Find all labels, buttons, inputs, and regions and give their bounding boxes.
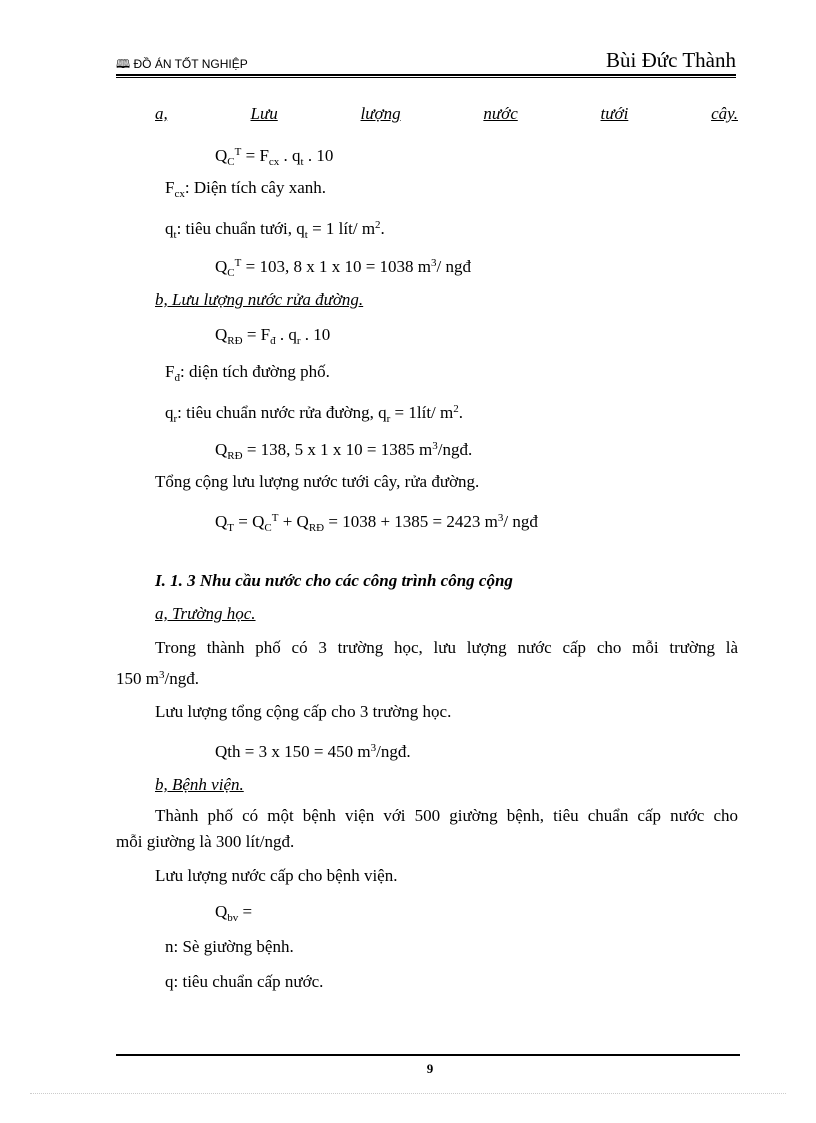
word: tưới: [600, 104, 629, 123]
text-fragment: /ngđ.: [437, 440, 473, 459]
paragraph-3-line-1: Thành phố có một bệnh viện với 500 giường bệnh, tiêu chuẩn cấp nước cho: [155, 806, 738, 825]
page-edge: [30, 1093, 786, 1094]
text-fragment: /ngđ.: [164, 669, 199, 688]
text-fragment: = 1lít/ m: [390, 403, 454, 422]
page-number: 9: [426, 1061, 434, 1076]
paragraph-3-line-2: mỗi giường là 300 lít/ngđ.: [116, 832, 295, 851]
text-fragment: 3: [432, 440, 438, 452]
calc-qc: [215, 253, 471, 283]
text-fragment: : diện tích đường phố.: [179, 362, 330, 381]
text-fragment: . q: [275, 325, 297, 344]
definition-fcx: [165, 178, 326, 204]
text-fragment: .: [458, 403, 463, 422]
text-fragment: T: [234, 257, 242, 269]
text-fragment: . 10: [303, 146, 334, 165]
text-fragment: C: [227, 156, 235, 168]
text-fragment: đ: [270, 335, 276, 347]
text-fragment: Qth = 3 x 150 = 450 m: [215, 742, 371, 761]
calc-total: [215, 508, 538, 538]
definition-n: n: Sè giường bệnh.: [165, 937, 294, 956]
text-fragment: : tiêu chuẩn tưới, q: [176, 219, 305, 238]
text-fragment: C: [264, 522, 272, 534]
text-fragment: + Q: [278, 512, 309, 531]
section-heading: I. 1. 3 Nhu cầu nước cho các công trình công cộng: [155, 571, 513, 590]
text-fragment: t: [300, 156, 304, 168]
text-fragment: . q: [279, 146, 301, 165]
text-fragment: Q: [215, 325, 228, 344]
text-fragment: cx: [174, 188, 185, 200]
text-fragment: Q: [215, 440, 228, 459]
text-fragment: bv: [227, 912, 239, 924]
word: nước: [483, 104, 518, 123]
text-fragment: 3: [431, 257, 437, 269]
definition-qt: [165, 215, 385, 245]
paragraph-4: Lưu lượng nước cấp cho bệnh viện.: [155, 866, 398, 885]
word: a,: [155, 104, 168, 123]
text-fragment: t: [304, 229, 308, 241]
text-fragment: 3: [370, 742, 377, 754]
text-fragment: 2: [453, 403, 459, 415]
text-fragment: RĐ: [227, 335, 243, 347]
header-author: Bùi Đức Thành: [606, 48, 736, 72]
text-fragment: : tiêu chuẩn nước rửa đường, q: [177, 403, 387, 422]
text-fragment: 2: [375, 219, 381, 231]
formula-qc: [215, 142, 333, 172]
text-fragment: C: [227, 267, 235, 279]
text-fragment: Q: [215, 257, 228, 276]
text-fragment: q: [165, 403, 174, 422]
paragraph-1-line-1: Trong thành phố có 3 trường học, lưu lượng nước cấp cho mỗi trường là: [155, 638, 738, 657]
text-fragment: .: [380, 219, 385, 238]
text-fragment: F: [165, 362, 175, 381]
section-a-heading: [155, 104, 738, 124]
text-fragment: = F: [242, 325, 271, 344]
text-fragment: / ngđ: [503, 512, 538, 531]
word: cây.: [711, 104, 738, 123]
text-fragment: r: [173, 413, 178, 425]
text-fragment: Q: [215, 512, 228, 531]
text-fragment: /ngđ.: [376, 742, 411, 761]
paragraph-1-line-2: [116, 665, 199, 689]
text-fragment: T: [271, 512, 279, 524]
text-fragment: t: [173, 229, 177, 241]
header-title: 🕮 ĐỒ ÁN TỐT NGHIỆP: [116, 57, 248, 71]
text-fragment: . 10: [300, 325, 331, 344]
text-fragment: = F: [245, 146, 269, 165]
definition-q: q: tiêu chuẩn cấp nước.: [165, 972, 324, 991]
word: Lưu: [250, 104, 278, 123]
text-fragment: = Q: [234, 512, 265, 531]
text-fragment: 3: [497, 512, 504, 524]
text-fragment: RĐ: [308, 522, 325, 534]
footer-rule: [116, 1054, 740, 1056]
formula-qrd: [215, 325, 330, 351]
text-fragment: 150 m: [116, 669, 159, 688]
text-fragment: Q: [215, 902, 228, 921]
definition-qr: [165, 399, 463, 429]
text-fragment: = 1038 + 1385 = 2423 m: [324, 512, 498, 531]
text-fragment: RĐ: [227, 450, 243, 462]
text-fragment: = 103, 8 x 1 x 10 = 1038 m: [245, 257, 432, 276]
text-fragment: Q: [215, 146, 228, 165]
text-fragment: T: [234, 146, 242, 158]
header-rule: [116, 74, 736, 78]
text-fragment: : Diện tích cây xanh.: [184, 178, 327, 197]
calc-qth: [215, 738, 411, 762]
text-fragment: = 1 lít/ m: [307, 219, 376, 238]
calc-qrd: [215, 436, 472, 466]
text-fragment: 3: [158, 669, 165, 681]
definition-fd: [165, 362, 330, 388]
section-b-heading: b, Lưu lượng nước rửa đường.: [155, 290, 364, 309]
text-fragment: T: [227, 522, 235, 534]
total-intro: Tổng cộng lưu lượng nước tưới cây, rửa đường.: [155, 472, 480, 491]
word: lượng: [360, 104, 401, 123]
text-fragment: đ: [174, 372, 180, 384]
text-fragment: =: [238, 902, 253, 921]
formula-qbv: [215, 902, 252, 928]
text-fragment: q: [165, 219, 174, 238]
subsection-a: a, Trường học.: [155, 604, 256, 623]
text-fragment: = 138, 5 x 1 x 10 = 1385 m: [242, 440, 433, 459]
text-fragment: / ngđ: [436, 257, 471, 276]
text-fragment: F: [165, 178, 175, 197]
text-fragment: cx: [268, 156, 280, 168]
header-title-text: ĐỒ ÁN TỐT NGHIỆP: [133, 57, 248, 71]
text-fragment: r: [386, 413, 391, 425]
text-fragment: r: [296, 335, 301, 347]
subsection-b: b, Bệnh viện.: [155, 775, 244, 794]
paragraph-2: Lưu lượng tổng cộng cấp cho 3 trường học.: [155, 702, 452, 721]
